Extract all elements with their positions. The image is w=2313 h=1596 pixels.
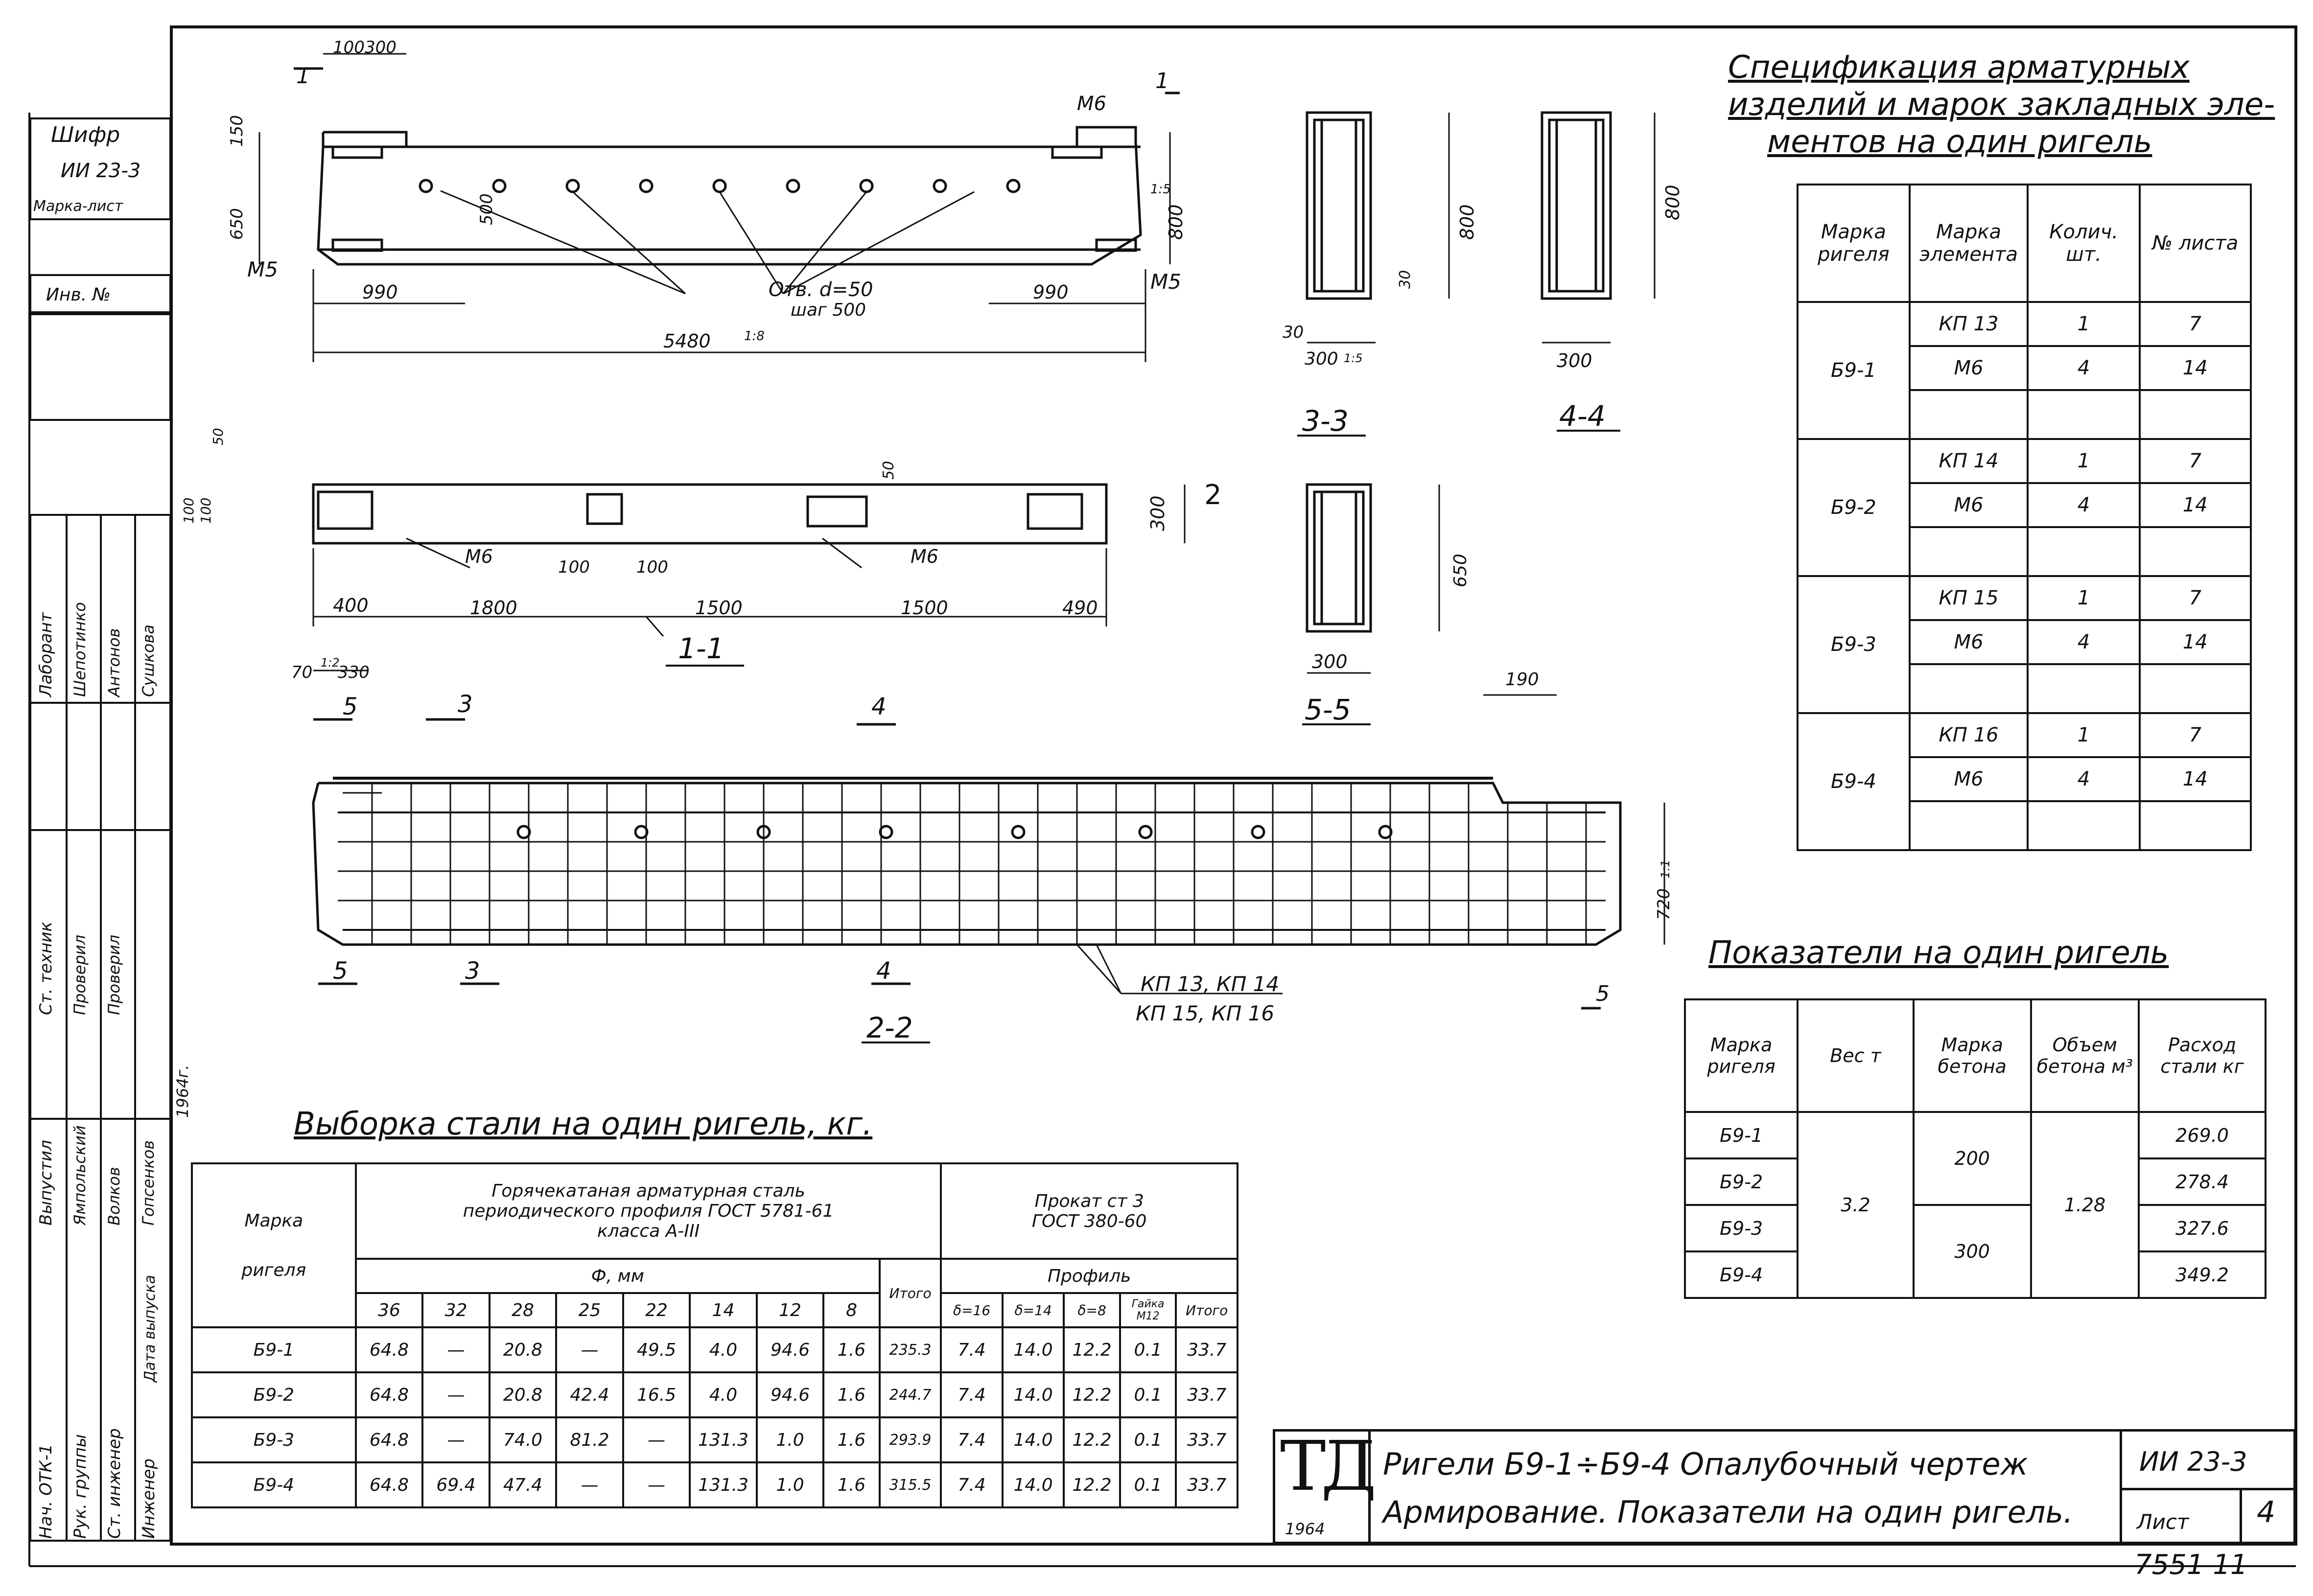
- steel-cell: 131.3: [690, 1417, 757, 1462]
- dim-300: 300: [1305, 349, 1338, 369]
- spec-cell: КП 15: [1910, 576, 2028, 620]
- ind-beton: 300: [1914, 1205, 2031, 1298]
- steel-cell: 1.6: [823, 1327, 880, 1372]
- td-logo: ТД: [1280, 1427, 1372, 1506]
- dim-1500: 1500: [901, 597, 948, 619]
- steel-cell: —: [623, 1462, 690, 1507]
- dim-300: 300: [1147, 495, 1168, 531]
- spec-cell: 7: [2140, 713, 2251, 757]
- steel-diam-label: Ф, мм: [356, 1259, 880, 1293]
- spec-rigel: Б9-1: [1798, 302, 1910, 439]
- steel-cell: 42.4: [556, 1372, 623, 1417]
- rebar-view-2-2: [313, 671, 1664, 1042]
- steel-cell: 14.0: [1003, 1462, 1064, 1507]
- steel-profile: δ=8: [1064, 1293, 1120, 1327]
- label-m6: М6: [465, 546, 493, 567]
- steel-cell: —: [556, 1462, 623, 1507]
- steel-cell: 12.2: [1064, 1327, 1120, 1372]
- steel-table-body: [192, 1327, 1238, 1507]
- steel-table-title: Выборка стали на один ригель, кг.: [294, 1106, 873, 1142]
- title-line-2: Армирование. Показатели на один ригель.: [1383, 1494, 2073, 1530]
- spec-cell: 1: [2028, 302, 2139, 346]
- release-year: 1964г.: [173, 1064, 192, 1118]
- steel-cell: 33.7: [1176, 1462, 1238, 1507]
- ind-header: Объем бетона м³: [2031, 999, 2139, 1112]
- spec-rigel: Б9-4: [1798, 713, 1910, 850]
- spec-title-line: изделий и марок закладных эле-: [1728, 87, 2275, 123]
- dim-400: 400: [333, 595, 369, 616]
- signature-block: [29, 514, 192, 1542]
- steel-table-row: [192, 1417, 1238, 1462]
- steel-cell: 1.6: [823, 1372, 880, 1417]
- dim-300: 300: [1557, 350, 1592, 371]
- steel-profile: δ=14: [1003, 1293, 1064, 1327]
- title-block: [1273, 1429, 2296, 1544]
- dim-100-left: 100: [558, 557, 590, 577]
- spec-rigel: Б9-3: [1798, 576, 1910, 713]
- label-hole: Отв. d=50: [769, 278, 873, 301]
- steel-table: [191, 1162, 1238, 1508]
- checked-by: Проверил: [105, 934, 123, 1015]
- spec-cell: 7: [2140, 439, 2251, 483]
- steel-cell: 4.0: [690, 1327, 757, 1372]
- steel-rigel: Б9-2: [192, 1372, 356, 1417]
- steel-group2-line: Прокат ст 3: [1034, 1191, 1144, 1211]
- steel-profile-label: Профиль: [941, 1259, 1238, 1293]
- code-cell: [2120, 1432, 2296, 1542]
- spec-title-line: ментов на один ригель: [1767, 124, 2152, 160]
- steel-group1-line: Горячекатаная арматурная сталь: [491, 1181, 805, 1201]
- steel-cell: 49.5: [623, 1327, 690, 1372]
- ind-rashod: 327.6: [2139, 1205, 2266, 1251]
- dim-5480: 5480: [663, 330, 711, 352]
- steel-cell: 14.0: [1003, 1327, 1064, 1372]
- shifr-label: Шифр: [51, 122, 120, 147]
- section-mark-5: 5: [343, 693, 358, 720]
- rebar-view-labels: [291, 656, 1674, 1044]
- steel-cell: 20.8: [490, 1327, 557, 1372]
- steel-cell: 16.5: [623, 1372, 690, 1417]
- steel-group1-header: [356, 1163, 941, 1259]
- dim-70: 70: [291, 663, 313, 682]
- section-mark-5: 5: [1596, 981, 1610, 1006]
- spec-cell: 4: [2028, 483, 2139, 527]
- dim-990-right: 990: [1033, 281, 1069, 303]
- steel-cell: 7.4: [941, 1462, 1003, 1507]
- spec-cell: 14: [2140, 346, 2251, 390]
- spec-cell: 1: [2028, 576, 2139, 620]
- spec-cell: М6: [1910, 620, 2028, 664]
- section-3-3: [1297, 113, 1449, 436]
- steel-cell: 14.0: [1003, 1417, 1064, 1462]
- steel-cell: 14.0: [1003, 1372, 1064, 1417]
- dim-100-right: 100: [636, 557, 668, 577]
- steel-diam: 28: [490, 1293, 557, 1327]
- steel-rigel: Б9-4: [192, 1462, 356, 1507]
- archive-number: 7551 11: [2134, 1549, 2248, 1581]
- dim-30: 30: [1397, 270, 1414, 289]
- steel-cell: 4.0: [690, 1372, 757, 1417]
- scale-mark: 1:8: [744, 329, 765, 344]
- steel-cell: 33.7: [1176, 1372, 1238, 1417]
- spec-cell: 14: [2140, 483, 2251, 527]
- spec-header: Марка элемента: [1910, 185, 2028, 302]
- section-4-4: [1542, 113, 1655, 431]
- spec-cell: 4: [2028, 346, 2139, 390]
- scale-mark: 1:1: [1659, 859, 1672, 879]
- dim-800: 800: [1662, 185, 1683, 220]
- role-senior-engineer: Ст. инженер: [105, 1428, 124, 1539]
- spec-cell: М6: [1910, 346, 2028, 390]
- label-m6: М6: [1077, 93, 1106, 115]
- dim-650: 650: [227, 208, 247, 240]
- steel-cell: 33.7: [1176, 1327, 1238, 1372]
- ind-rigel: Б9-4: [1685, 1251, 1798, 1298]
- steel-diam: 8: [823, 1293, 880, 1327]
- steel-table-row: [192, 1372, 1238, 1417]
- steel-cell: —: [422, 1327, 490, 1372]
- spec-header: № листа: [2140, 185, 2251, 302]
- steel-cell: 0.1: [1120, 1372, 1176, 1417]
- dim-30: 30: [1283, 323, 1304, 342]
- dim-330: 330: [338, 663, 370, 682]
- label-m6: М6: [911, 546, 938, 567]
- dim-100: 100: [181, 497, 197, 524]
- steel-cell: 315.5: [880, 1462, 941, 1507]
- role-group-lead: Рук. группы: [70, 1434, 90, 1539]
- steel-cell: 7.4: [941, 1417, 1003, 1462]
- dim-720: 720: [1654, 888, 1674, 920]
- steel-group1-line: класса А-III: [597, 1221, 700, 1241]
- section-mark-5: 5: [333, 957, 348, 985]
- dim-990-left: 990: [362, 281, 398, 303]
- sheet-label: Лист: [2137, 1510, 2189, 1534]
- spec-cell: 4: [2028, 620, 2139, 664]
- section-mark-1: 1: [1155, 69, 1169, 93]
- steel-cell: 64.8: [356, 1327, 423, 1372]
- steel-marka-header-2: ригеля: [241, 1260, 306, 1280]
- ind-header: Марка бетона: [1914, 999, 2031, 1112]
- dim-490: 490: [1062, 597, 1098, 619]
- label-m5-left: М5: [247, 257, 278, 281]
- steel-diam: 36: [356, 1293, 423, 1327]
- steel-cell: —: [422, 1417, 490, 1462]
- dim-190: 190: [1505, 670, 1539, 690]
- steel-cell: 0.1: [1120, 1462, 1176, 1507]
- section-title-4-4: 4-4: [1559, 399, 1606, 433]
- ind-rigel: Б9-2: [1685, 1158, 1798, 1205]
- ind-header: Вес т: [1798, 999, 1914, 1112]
- dim-1500: 1500: [695, 597, 743, 619]
- role-engineer: Инженер: [139, 1458, 159, 1539]
- steel-diam: 22: [623, 1293, 690, 1327]
- ind-beton: 200: [1914, 1112, 2031, 1205]
- spec-cell: М6: [1910, 757, 2028, 801]
- spec-cell: М6: [1910, 483, 2028, 527]
- spec-cell: 1: [2028, 439, 2139, 483]
- dim-100: 100: [198, 497, 214, 524]
- spec-cell: 7: [2140, 576, 2251, 620]
- steel-cell: —: [556, 1327, 623, 1372]
- steel-rigel: Б9-3: [192, 1417, 356, 1462]
- steel-cell: —: [623, 1417, 690, 1462]
- spec-header: Колич. шт.: [2028, 185, 2139, 302]
- steel-cell: 94.6: [757, 1372, 824, 1417]
- steel-cell: —: [422, 1372, 490, 1417]
- steel-cell: 64.8: [356, 1372, 423, 1417]
- inv-cell: [29, 274, 171, 313]
- steel-cell: 33.7: [1176, 1417, 1238, 1462]
- rebar-cage-label: КП 13, КП 14: [1141, 972, 1280, 996]
- logo-cell: [1275, 1427, 1372, 1542]
- steel-itogo-header: Итого: [880, 1259, 941, 1327]
- steel-cell: 12.2: [1064, 1462, 1120, 1507]
- steel-table-row: [192, 1462, 1238, 1507]
- title-line-1: Ригели Б9-1÷Б9-4 Опалубочный чертеж: [1383, 1446, 2028, 1482]
- vypustil-name: Гопсенков: [139, 1140, 158, 1226]
- steel-cell: 64.8: [356, 1462, 423, 1507]
- section-title-1-1: 1-1: [678, 632, 724, 665]
- label-m5-right: М5: [1150, 270, 1181, 294]
- spec-cell: 7: [2140, 302, 2251, 346]
- steel-cell: 1.0: [757, 1462, 824, 1507]
- scale-mark: 1:2: [321, 656, 340, 670]
- steel-cell: 131.3: [690, 1462, 757, 1507]
- section-4-4-labels: [1557, 185, 1683, 433]
- dim-150: 150: [227, 115, 247, 147]
- ind-header: Расход стали кг: [2139, 999, 2266, 1112]
- spec-rigel: Б9-2: [1798, 439, 1910, 576]
- steel-marka-header: [192, 1163, 356, 1327]
- lab-label: Лаборант: [36, 612, 56, 697]
- sheet-number: 4: [2257, 1495, 2276, 1529]
- lab-name: Сушкова: [139, 625, 158, 697]
- steel-cell: 74.0: [490, 1417, 557, 1462]
- spec-cell: 1: [2028, 713, 2139, 757]
- vypustil-name: Волков: [105, 1167, 123, 1226]
- spec-cell: 14: [2140, 620, 2251, 664]
- steel-diam: 14: [690, 1293, 757, 1327]
- steel-cell: 47.4: [490, 1462, 557, 1507]
- blank-strip-cell: [29, 313, 171, 421]
- section-mark-3: 3: [458, 691, 473, 718]
- dim-50: 50: [880, 461, 897, 480]
- ind-rashod: 349.2: [2139, 1251, 2266, 1298]
- ind-obem: 1.28: [2031, 1112, 2139, 1298]
- lab-name: Антонов: [105, 628, 123, 697]
- checked-by: Проверил: [70, 934, 89, 1015]
- steel-cell: 7.4: [941, 1327, 1003, 1372]
- spec-table: [1797, 184, 2252, 851]
- shifr-cell: [29, 117, 171, 220]
- section-mark-1: 1: [296, 64, 310, 89]
- spec-table-title: [1728, 49, 2275, 161]
- dim-800: 800: [1165, 204, 1187, 240]
- section-5-5: [1302, 485, 1439, 724]
- steel-marka-header-1: Марка: [244, 1210, 304, 1231]
- role-head-otk: Нач. ОТК-1: [36, 1444, 56, 1539]
- ind-rashod: 269.0: [2139, 1112, 2266, 1158]
- vypustil-name: Ямпольский: [70, 1125, 89, 1226]
- role-release-date: Дата выпуска: [141, 1275, 159, 1382]
- steel-profile: Итого: [1176, 1293, 1238, 1327]
- steel-cell: 1.6: [823, 1417, 880, 1462]
- indicators-title: Показатели на один ригель: [1708, 935, 2169, 971]
- section-title-2-2: 2-2: [866, 1011, 913, 1044]
- steel-cell: 244.7: [880, 1372, 941, 1417]
- vypustil-label: Выпустил: [36, 1140, 56, 1226]
- scale-mark: 1:5: [1344, 351, 1363, 365]
- ind-rashod: 278.4: [2139, 1158, 2266, 1205]
- dim-800: 800: [1456, 204, 1478, 240]
- steel-cell: 20.8: [490, 1372, 557, 1417]
- steel-group2-header: [941, 1163, 1238, 1259]
- dim-500: 500: [477, 193, 496, 225]
- spec-cell: КП 14: [1910, 439, 2028, 483]
- dim-300: 300: [1312, 651, 1348, 672]
- drawing-code: ИИ 23-3: [2139, 1446, 2247, 1477]
- steel-cell: 0.1: [1120, 1327, 1176, 1372]
- dim-650: 650: [1450, 554, 1471, 587]
- spec-cell: 4: [2028, 757, 2139, 801]
- steel-diam: 12: [757, 1293, 824, 1327]
- dim-300: 300: [365, 38, 397, 57]
- spec-cell: 14: [2140, 757, 2251, 801]
- spec-header: Марка ригеля: [1798, 185, 1910, 302]
- section-mark-2: 2: [1204, 479, 1222, 511]
- spec-cell: КП 16: [1910, 713, 2028, 757]
- section-mark-4: 4: [876, 957, 891, 985]
- dim-100: 100: [333, 38, 365, 57]
- ind-rigel: Б9-1: [1685, 1112, 1798, 1158]
- steel-table-row: [192, 1327, 1238, 1372]
- section-mark-3: 3: [465, 957, 480, 985]
- steel-profile: δ=16: [941, 1293, 1003, 1327]
- logo-year: 1964: [1285, 1520, 1325, 1538]
- label-hole-step: шаг 500: [791, 300, 866, 320]
- steel-cell: 235.3: [880, 1327, 941, 1372]
- steel-cell: 81.2: [556, 1417, 623, 1462]
- steel-group1-line: периодического профиля ГОСТ 5781-61: [463, 1201, 834, 1221]
- steel-cell: 64.8: [356, 1417, 423, 1462]
- steel-rigel: Б9-1: [192, 1327, 356, 1372]
- plan-view-1-1: [313, 485, 1185, 666]
- ind-header: Марка ригеля: [1685, 999, 1798, 1112]
- scale-mark: 1:5: [1150, 182, 1171, 197]
- steel-cell: 0.1: [1120, 1417, 1176, 1462]
- section-5-5-labels: [1305, 554, 1471, 726]
- lab-name: Шепотинко: [70, 602, 89, 697]
- rebar-cage-label: КП 15, КП 16: [1136, 1001, 1275, 1025]
- steel-diam: 25: [556, 1293, 623, 1327]
- dim-1800: 1800: [470, 597, 517, 619]
- top-view-labels: [227, 38, 1187, 352]
- steel-cell: 1.0: [757, 1417, 824, 1462]
- spec-title-line: Спецификация арматурных: [1728, 49, 2190, 86]
- section-mark-4: 4: [871, 693, 887, 720]
- steel-cell: 69.4: [422, 1462, 490, 1507]
- section-title-3-3: 3-3: [1302, 404, 1349, 438]
- steel-diam: 32: [422, 1293, 490, 1327]
- steel-cell: 7.4: [941, 1372, 1003, 1417]
- section-title-5-5: 5-5: [1305, 693, 1351, 726]
- shifr-value: ИИ 23-3: [61, 160, 141, 182]
- steel-cell: 12.2: [1064, 1417, 1120, 1462]
- steel-cell: 293.9: [880, 1417, 941, 1462]
- indicators-table: [1684, 998, 2266, 1299]
- steel-cell: 12.2: [1064, 1372, 1120, 1417]
- steel-cell: 1.6: [823, 1462, 880, 1507]
- steel-group2-line: ГОСТ 380-60: [1031, 1211, 1147, 1231]
- ind-ves: 3.2: [1798, 1112, 1914, 1298]
- technician-label: Ст. техник: [36, 922, 56, 1015]
- top-elevation-view: [259, 54, 1180, 362]
- spec-cell: КП 13: [1910, 302, 2028, 346]
- inv-label: Инв. №: [46, 285, 111, 305]
- plan-view-labels: [181, 428, 1222, 665]
- marka-list-label: Марка-лист: [33, 198, 123, 215]
- ind-rigel: Б9-3: [1685, 1205, 1798, 1251]
- steel-profile: Гайка М12: [1120, 1293, 1176, 1327]
- steel-cell: 94.6: [757, 1327, 824, 1372]
- dim-50: 50: [210, 428, 226, 445]
